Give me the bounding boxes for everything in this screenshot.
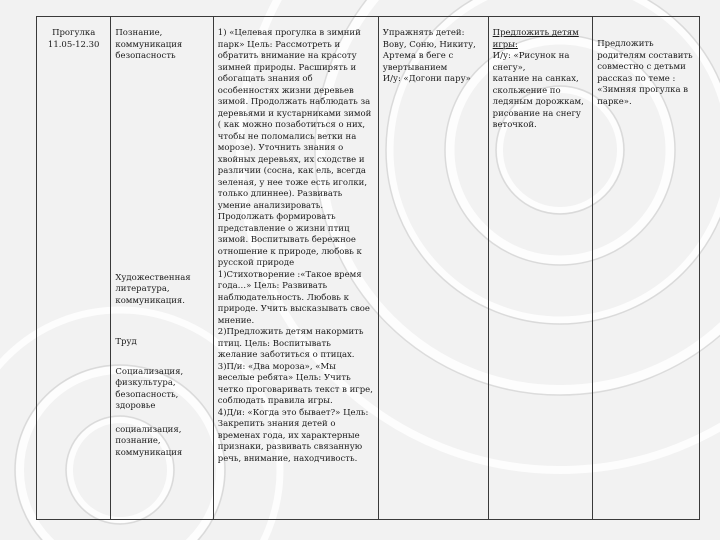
- area-text: здоровье: [115, 401, 156, 411]
- content-line: зимней природы. Расширять и: [217, 62, 357, 73]
- spacer: [115, 307, 208, 337]
- parents-line: рассказ по теме :: [597, 73, 676, 84]
- parents-cell: [593, 17, 700, 520]
- content-line: умение анализировать.: [217, 200, 324, 211]
- content-line: птиц. Цель: Воспитывать: [217, 338, 331, 349]
- independent-activity-line: катание на санках,: [492, 74, 579, 84]
- content-line: 2)Предложить детям накормить: [217, 327, 364, 337]
- content-line: различии (сосна, как ель, всегда: [217, 166, 366, 176]
- area-text: безопасность: [115, 51, 176, 61]
- content-line: признаки, развивать связанную: [217, 442, 363, 452]
- content-line: желание заботиться о птицах.: [217, 350, 355, 360]
- area-text: физкультура,: [115, 378, 176, 388]
- spacer: [115, 349, 208, 367]
- independent-activity-line: И/у: «Рисунок на: [492, 51, 570, 61]
- content-line: года…» Цель: Развивать: [217, 281, 328, 291]
- independent-heading-1: Предложить детям: [492, 28, 579, 38]
- individual-work-line: Артема в беге с: [382, 51, 454, 61]
- content-line: Закрепить знания детей о: [217, 419, 336, 429]
- content-line: соблюдать правила игры.: [217, 396, 333, 406]
- content-line: парк» Цель: Рассмотреть и: [217, 39, 341, 50]
- individual-work-line: Упражнять детей:: [382, 28, 465, 38]
- content-line: четко проговаривать текст в игре,: [217, 384, 373, 395]
- parents-line: совместно с детьми: [597, 62, 686, 72]
- independent-activity-line: ледяным дорожкам,: [492, 97, 584, 107]
- content-line: только длиннее). Развивать: [217, 189, 343, 199]
- individual-work-cell: [378, 17, 488, 520]
- activity-title: Прогулка: [52, 28, 96, 38]
- individual-work-lines: [383, 19, 484, 86]
- content-line: природе. Учить высказывать свое: [217, 304, 370, 314]
- area-text: Социализация,: [115, 366, 184, 377]
- content-line: отношение к природе, любовь к: [217, 246, 362, 257]
- spacer: [115, 63, 208, 273]
- content-line: 3)П/и: «Два мороза», «Мы: [217, 361, 336, 372]
- area-text: Познание,: [115, 28, 163, 38]
- areas-cell: [111, 17, 213, 520]
- activity-time: 11.05-12.30: [47, 39, 100, 50]
- content-line: временах года, их характерные: [217, 430, 360, 441]
- area-text: коммуникация: [115, 447, 183, 458]
- areas-group-4: [115, 367, 208, 413]
- parents-line: парке».: [597, 96, 632, 107]
- parents-line: родителям составить: [597, 50, 693, 61]
- content-line: морозе). Уточнить знания о: [217, 143, 344, 153]
- content-line: представление о жизни птиц: [217, 223, 350, 234]
- area-text: познание,: [115, 436, 161, 446]
- individual-work-line: увертыванием: [382, 62, 448, 73]
- independent-activity-line: снегу»,: [492, 62, 526, 73]
- content-line: ( как можно позаботиться о них,: [217, 120, 366, 130]
- area-text: коммуникация.: [115, 295, 185, 306]
- content-line: деревьями и кустарниками зимой: [217, 108, 372, 119]
- individual-work-line: И/у: «Догони пару»: [382, 74, 471, 84]
- parents-line: Предложить: [597, 39, 654, 49]
- content-lines: [218, 19, 374, 465]
- area-text: Художественная: [115, 272, 191, 283]
- areas-group-1: [115, 19, 208, 63]
- independent-activity-line: рисование на снегу: [492, 108, 581, 119]
- content-line: 4)Д/и: «Когда это бывает?» Цель:: [217, 407, 369, 418]
- content-cell: [213, 17, 378, 520]
- areas-group-5: [115, 425, 208, 460]
- content-line: зеленая, у нее тоже есть иголки,: [217, 177, 368, 188]
- content-line: речь, внимание, находчивость.: [217, 453, 358, 464]
- content-line: русской природе: [217, 258, 295, 268]
- content-line: зимой. Воспитывать бережное: [217, 235, 356, 245]
- spacer: [115, 413, 208, 425]
- area-text: литература,: [115, 284, 170, 294]
- parents-line: «Зимняя прогулка в: [597, 85, 689, 95]
- independent-heading-2: игры:: [492, 39, 518, 50]
- parents-lines: [597, 19, 695, 108]
- content-line: веселые ребята» Цель: Учить: [217, 373, 351, 383]
- areas-group-2: [115, 273, 208, 308]
- individual-work-line: Вову, Соню, Никиту,: [382, 39, 476, 50]
- table-row: [37, 17, 700, 520]
- area-labor: Труд: [115, 337, 137, 347]
- independent-activity-cell: [488, 17, 593, 520]
- content-line: хвойных деревьях, их сходстве и: [217, 154, 365, 165]
- independent-activity-block: [493, 19, 589, 132]
- content-line: особенностях жизни деревьев: [217, 85, 354, 96]
- activity-cell: [37, 17, 111, 520]
- content-line: обратить внимание на красоту: [217, 51, 357, 61]
- content-line: зимой. Продолжать наблюдать за: [217, 97, 371, 107]
- area-text: коммуникация: [115, 39, 183, 50]
- plan-table: [36, 16, 700, 520]
- content-line: чтобы не поломались ветки на: [217, 131, 357, 142]
- content-line: 1)Стихотворение :«Такое время: [217, 269, 362, 280]
- content-line: Продолжать формировать: [217, 212, 336, 222]
- content-line: наблюдательность. Любовь к: [217, 292, 349, 303]
- independent-activity-line: веточкой.: [492, 120, 537, 130]
- content-line: обогащать знания об: [217, 74, 313, 84]
- independent-activity-line: скольжение по: [492, 85, 561, 96]
- content-line: мнение.: [217, 315, 255, 326]
- independent-activity-lines: [493, 51, 589, 132]
- area-text: социализация,: [115, 424, 182, 435]
- area-text: безопасность,: [115, 389, 179, 400]
- content-line: 1) «Целевая прогулка в зимний: [217, 28, 361, 38]
